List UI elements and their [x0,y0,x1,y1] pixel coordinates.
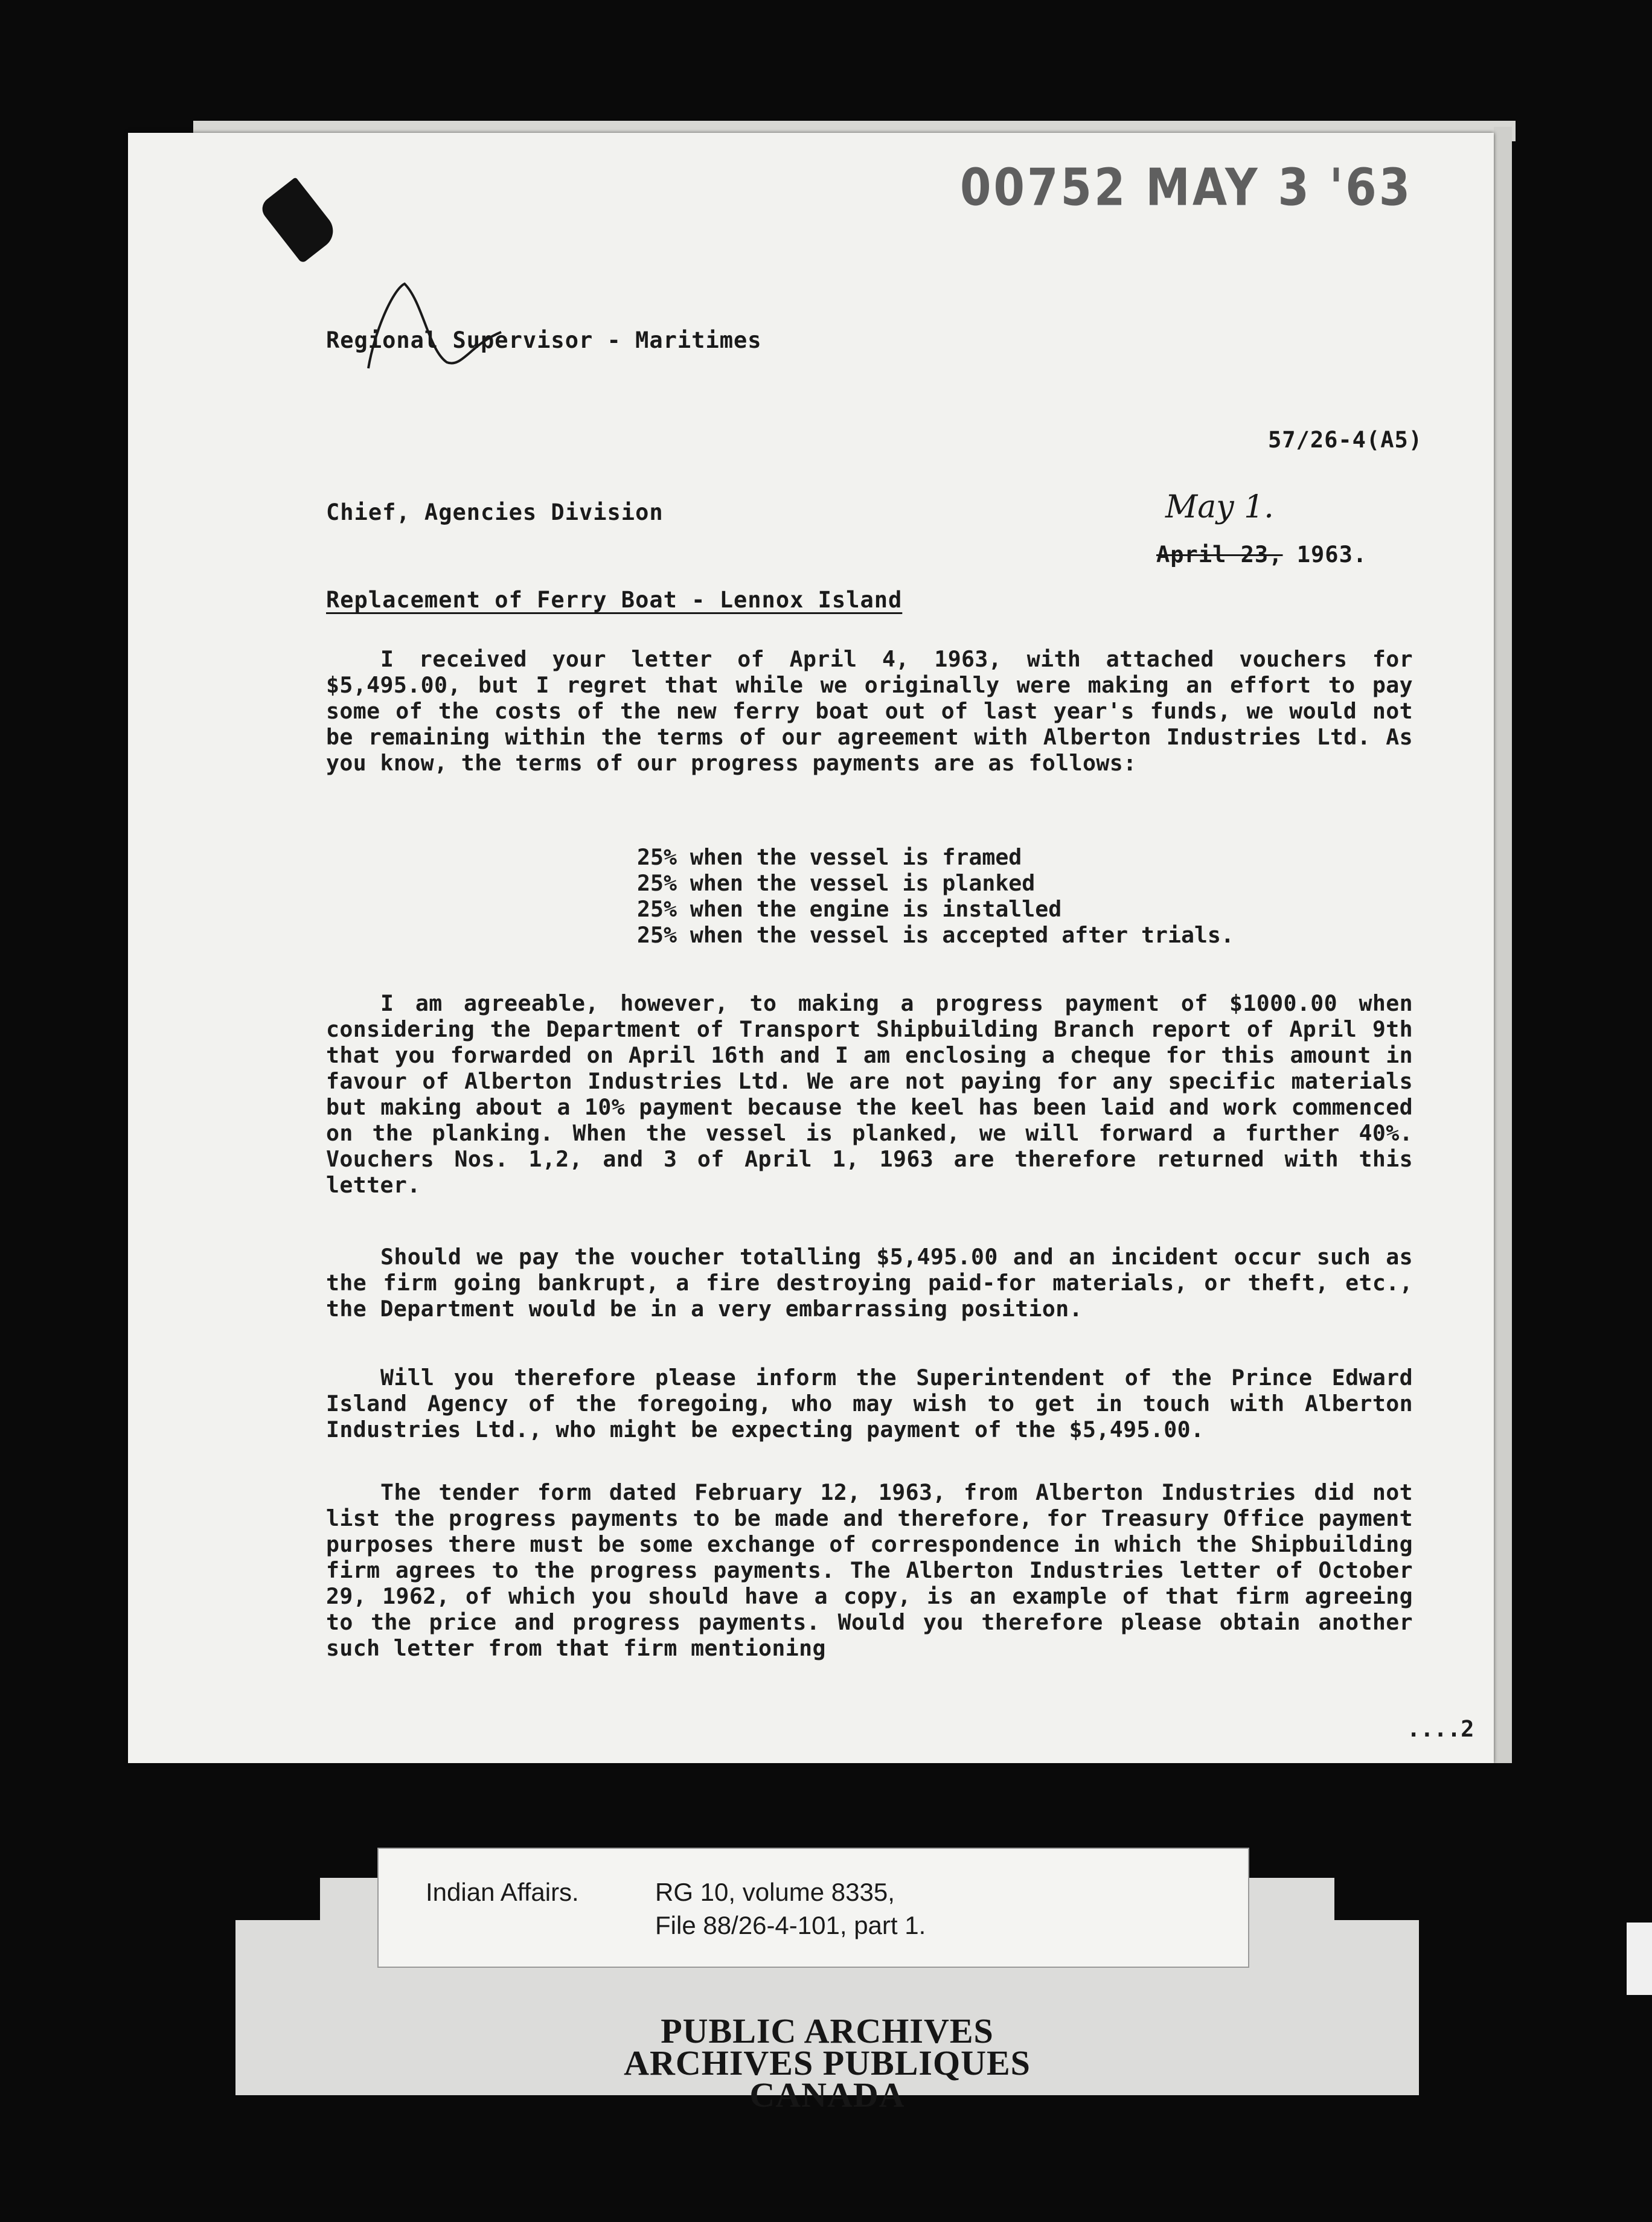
paragraph-5: The tender form dated February 12, 1963, from Alberton Industries did not list the progress payments to be made and therefore, for Treasury Office payment purposes there must be some exchange of correspondence in which the Shipbuilding firm agrees to the progress payments. The Alberton Industries letter of October 29, 1962, of which you should have a copy, is an example of that firm agreeing to the price and progress payments. Would you therefore please obtain another such letter from that firm mentioning [326,1479,1413,1661]
archives-name-en: PUBLIC ARCHIVES [661,2011,994,2051]
payment-term: 25% when the vessel is framed [637,844,1022,870]
tab-notch [1334,1878,1419,1920]
payment-term: 25% when the vessel is planked [637,870,1036,896]
payment-terms-list [637,844,1234,948]
sender-line: Regional Supervisor - Maritimes [326,327,762,353]
archives-country: CANADA [749,2075,905,2115]
subject-line: Replacement of Ferry Boat - Lennox Island [326,587,903,613]
archive-reference-line: RG 10, volume 8335, [655,1878,895,1906]
struck-date: April 23, [1156,542,1283,568]
film-edge-marker [1624,1920,1652,1997]
department-label: Indian Affairs. [426,1878,579,1906]
handwritten-date: May 1. [1165,489,1274,525]
archive-reference-card [377,1848,1249,1968]
archives-name-fr: ARCHIVES PUBLIQUES [624,2043,1031,2083]
underlying-page-edge [1494,127,1512,1763]
continued-marker: ....2 [1407,1716,1474,1742]
received-stamp: 00752 MAY 3 '63 [960,158,1413,218]
tab-notch [235,1878,320,1920]
payment-term: 25% when the vessel is accepted after trials. [637,922,1234,948]
paragraph-1: I received your letter of April 4, 1963, with attached vouchers for $5,495.00, but I regret that while we originally were making an effort to pay some of the costs of the new ferry boat out of last year's funds, we would not be remaining within the terms of our agreement with Alberton Industries Ltd. As you know, the terms of our progress payments are as follows: [326,646,1413,776]
paragraph-4: Will you therefore please inform the Superintendent of the Prince Edward Island Agency of the foregoing, who may wish to get in touch with Alberton Industries Ltd., who might be expecting payment of the $5,495.00. [326,1365,1413,1442]
paragraph-3: Should we pay the voucher totalling $5,495.00 and an incident occur such as the firm going bankrupt, a fire destroying paid-for materials, or theft, etc., the Department would be in a very embarrassing position. [326,1244,1413,1322]
payment-term: 25% when the engine is installed [637,896,1062,922]
date-line [1156,540,1367,569]
paragraph-2: I am agreeable, however, to making a progress payment of $1000.00 when considering the Department of Transport Shipbuilding Branch report of April 9th that you forwarded on April 16th and I am enclosing a cheque for this amount in favour of Alberton Industries Ltd. We are not paying for any specific materials but making about a 10% payment because the keel has been laid and work commenced on the planking. When the vessel is planked, we will forward a further 40%. Vouchers Nos. 1,2, and 3 of April 1, 1963 are therefore returned with this letter. [326,990,1413,1198]
file-reference: 57/26-4(A5) [1268,427,1423,453]
archive-reference-line: File 88/26-4-101, part 1. [655,1911,926,1939]
date-year: 1963. [1282,542,1368,568]
recipient-line: Chief, Agencies Division [326,499,664,525]
